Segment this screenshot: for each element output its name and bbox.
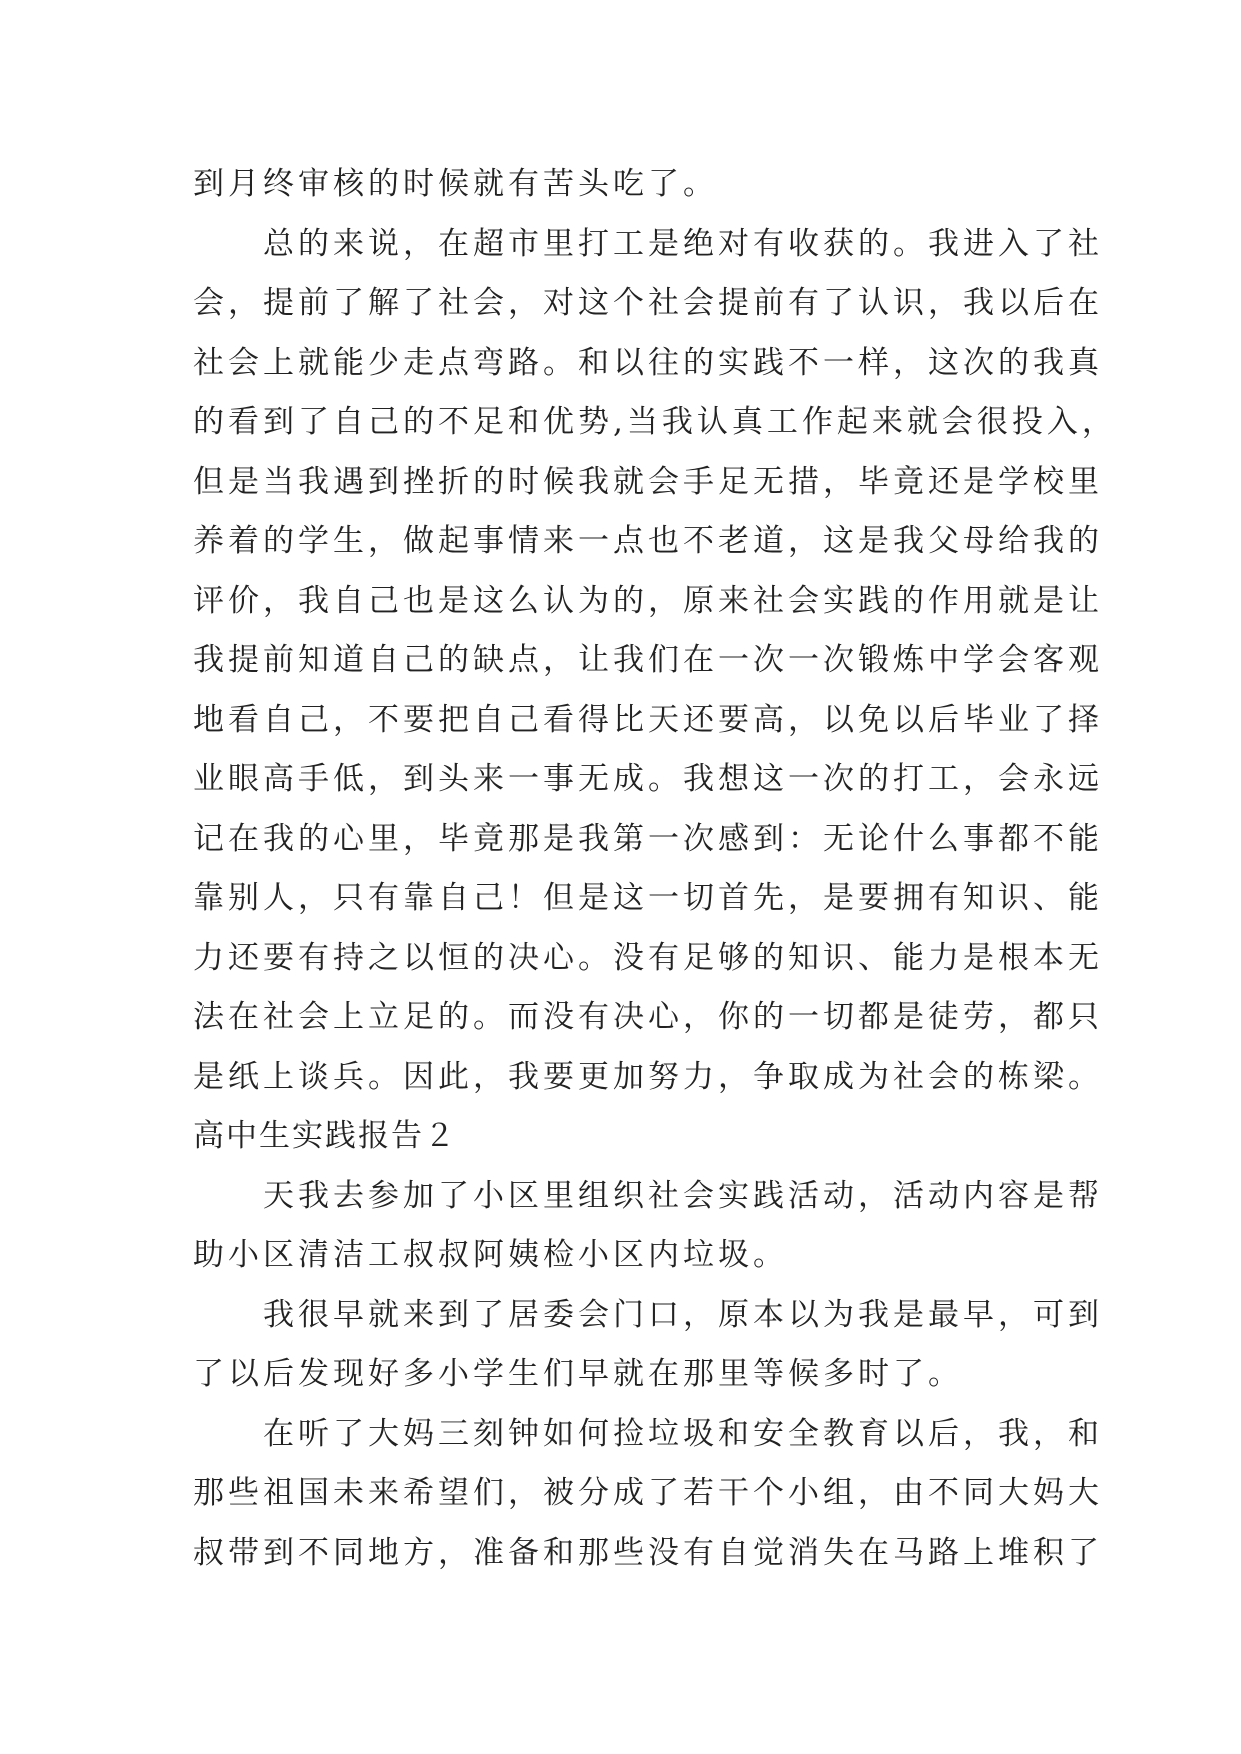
text-line: 叔带到不同地方，准备和那些没有自觉消失在马路上堆积了	[193, 1534, 1103, 1571]
text-line: 养着的学生，做起事情来一点也不老道，这是我父母给我的	[193, 523, 1103, 559]
text-line: 社会上就能少走点弯路。和以往的实践不一样，这次的我真	[193, 344, 1103, 381]
text-line: 那些祖国未来希望们，被分成了若干个小组，由不同大妈大	[193, 1475, 1103, 1511]
text-line: 的看到了自己的不足和优势,当我认真工作起来就会很投入，	[193, 404, 1117, 440]
text-line: 到月终审核的时候就有苦头吃了。	[193, 166, 718, 202]
text-line: 评价，我自己也是这么认为的，原来社会实践的作用就是让	[193, 582, 1103, 619]
text-line: 总的来说，在超市里打工是绝对有收获的。我进入了社	[193, 225, 1103, 262]
text-line: 业眼高手低，到头来一事无成。我想这一次的打工，会永远	[193, 761, 1103, 797]
text-line: 助小区清洁工叔叔阿姨检小区内垃圾。	[193, 1237, 788, 1273]
text-line: 记在我的心里，毕竟那是我第一次感到：无论什么事都不能	[193, 820, 1103, 857]
text-line: 靠别人，只有靠自己！但是这一切首先，是要拥有知识、能	[193, 880, 1103, 916]
text-line: 但是当我遇到挫折的时候我就会手足无措，毕竟还是学校里	[193, 463, 1103, 500]
body-text	[193, 155, 1117, 1583]
text-line: 法在社会上立足的。而没有决心，你的一切都是徒劳，都只	[193, 999, 1103, 1035]
text-line: 我提前知道自己的缺点，让我们在一次一次锻炼中学会客观	[193, 642, 1103, 678]
text-line: 了以后发现好多小学生们早就在那里等候多时了。	[193, 1356, 963, 1392]
section-heading: 高中生实践报告２	[193, 1118, 457, 1154]
text-line: 会，提前了解了社会，对这个社会提前有了认识，我以后在	[193, 285, 1103, 321]
text-line: 天我去参加了小区里组织社会实践活动，活动内容是帮	[193, 1177, 1103, 1214]
text-line: 是纸上谈兵。因此，我要更加努力，争取成为社会的栋梁。	[193, 1058, 1103, 1095]
text-line: 在听了大妈三刻钟如何捡垃圾和安全教育以后，我，和	[193, 1415, 1103, 1452]
text-line: 地看自己，不要把自己看得比天还要高，以免以后毕业了择	[193, 701, 1103, 738]
text-line: 力还要有持之以恒的决心。没有足够的知识、能力是根本无	[193, 939, 1103, 976]
text-line: 我很早就来到了居委会门口，原本以为我是最早，可到	[193, 1296, 1103, 1333]
